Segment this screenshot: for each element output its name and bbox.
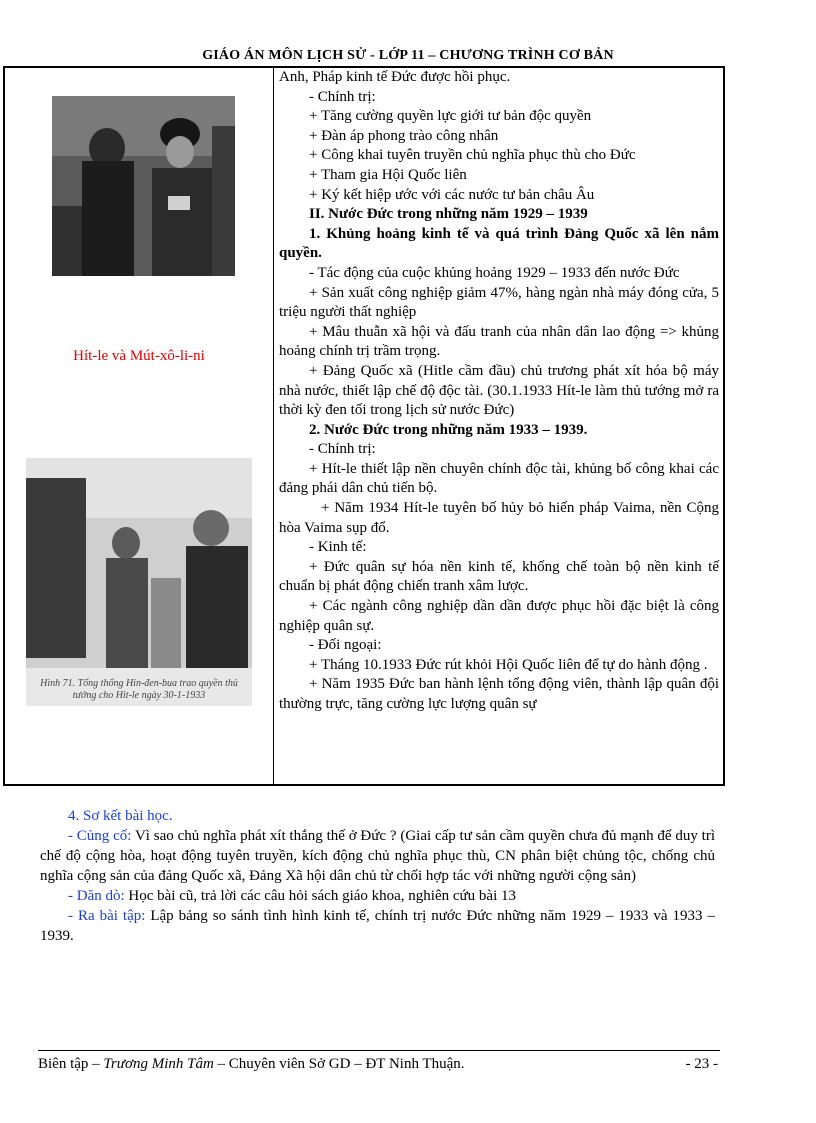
content-line: + Tham gia Hội Quốc liên	[309, 166, 467, 183]
content-line: - Chính trị:	[309, 441, 376, 458]
content-line: + Đảng Quốc xã (Hitle cầm đầu) chủ trương phát xít hóa bộ máy nhà nước, thiết lập chế độ độc tài. (30.1.1933 Hít-le làm thủ tướng mở ra thời kỳ đen tối trong lịch sử nước Đức)	[279, 362, 719, 419]
ra-bai-tap-text: Lập bảng so sánh tình hình kinh tế, chính trị nước Đức những năm 1929 – 1933 và 1933 – 1939.	[40, 908, 715, 944]
photo-hitler-mussolini	[52, 96, 235, 276]
dan-do-text: Học bài cũ, trả lời các câu hỏi sách giáo khoa, nghiên cứu bài 13	[124, 888, 516, 904]
content-line: + Ký kết hiệp ước với các nước tư bản châu Âu	[309, 186, 595, 203]
dan-do-label: - Dăn dò:	[68, 888, 125, 904]
content-line: + Hít-le thiết lập nền chuyên chính độc tài, khủng bố công khai các đảng phái dân chủ tiến bộ.	[279, 460, 719, 497]
subsection-heading: 2. Nước Đức trong những năm 1933 – 1939.	[309, 421, 588, 438]
content-line: + Năm 1935 Đức ban hành lệnh tổng động viên, thành lập quân đội thường trực, tăng cường lực lượng quân sự	[279, 676, 719, 712]
subsection-heading: 1. Khủng hoảng kinh tế và quá trình Đảng Quốc xã lên nắm quyền.	[279, 225, 719, 262]
content-line: - Đối ngoại:	[309, 637, 382, 654]
content-line: - Tác động của cuộc khủng hoảng 1929 – 1933 đến nước Đức	[309, 264, 680, 281]
content-line: - Kinh tế:	[309, 539, 367, 556]
summary-heading: 4. Sơ kết bài học.	[68, 808, 173, 824]
page-header-title: GIÁO ÁN MÔN LỊCH SỬ - LỚP 11 – CHƯƠNG TRÌNH CƠ BẢN	[202, 48, 614, 63]
section-heading: II. Nước Đức trong những năm 1929 – 1939	[309, 206, 588, 223]
content-line: + Đức quân sự hóa nền kinh tế, khống chế toàn bộ nền kinh tế chuẩn bị phát động chiến tranh xâm lược.	[279, 558, 719, 595]
photo1-caption: Hít-le và Mút-xô-li-ni	[73, 348, 205, 364]
content-line: + Các ngành công nghiệp dần dần được phục hồi đặc biệt là công nghiệp quân sự.	[279, 598, 719, 634]
content-line: + Mâu thuẫn xã hội và đấu tranh của nhân dân lao động => khủng hoảng chính trị trầm trọng.	[279, 323, 719, 360]
content-line: + Đàn áp phong trào công nhân	[309, 127, 499, 144]
cung-co-label: - Củng cố:	[68, 828, 132, 844]
ra-bai-tap-label: - Ra bài tập:	[68, 908, 146, 924]
content-line: - Chính trị:	[309, 88, 376, 105]
content-line: + Năm 1934 Hít-le tuyên bố hủy bỏ hiến pháp Vaima, nền Cộng hòa Vaima sụp đổ.	[279, 500, 719, 536]
cung-co-text: Vì sao chủ nghĩa phát xít thắng thế ở Đức ? (Giai cấp tư sản cầm quyền chưa đủ mạnh để duy trì chế độ cộng hòa, hoạt động tuyên truyền, kích động chủ nghĩa phục thù, CN phân biệt chủng tộc, chống chủ nghĩa cộng sản của đảng Quốc xã, Đảng Xã hội dân chủ từ chối hợp tác với những người cộng sản)	[40, 828, 715, 884]
summary-ra-bai-tap	[40, 906, 715, 946]
content-line: + Công khai tuyên truyền chủ nghĩa phục thù cho Đức	[309, 147, 636, 164]
footer-author: Trương Minh Tâm	[103, 1056, 214, 1072]
content-line: + Tăng cường quyền lực giới tư bản độc quyền	[309, 108, 592, 125]
footer-prefix: Biên tập –	[38, 1056, 104, 1072]
photo2-caption: Hình 71. Tổng thống Hin-đen-bua trao quyền thủ tướng cho Hit-le ngày 30-1-1933	[40, 678, 238, 701]
photo-hindenburg-hitler	[26, 458, 252, 706]
footer-divider	[38, 1050, 720, 1051]
page-footer	[38, 1056, 718, 1073]
lesson-content	[279, 68, 719, 715]
lesson-table	[3, 66, 725, 786]
summary-dan-do	[40, 886, 715, 906]
content-line: Anh, Pháp kinh tế Đức được hồi phục.	[279, 69, 511, 85]
summary-cung-co	[40, 826, 715, 886]
content-line: + Sản xuất công nghiệp giảm 47%, hàng ngàn nhà máy đóng cửa, 5 triệu người thất nghiệp	[279, 284, 719, 321]
content-line: + Tháng 10.1933 Đức rút khỏi Hội Quốc liên để tự do hành động .	[309, 656, 708, 673]
footer-suffix: – Chuyên viên Sở GD – ĐT Ninh Thuận.	[213, 1056, 465, 1072]
page-number: - 23 -	[685, 1056, 718, 1072]
column-divider	[273, 68, 274, 784]
lesson-summary	[40, 806, 715, 946]
